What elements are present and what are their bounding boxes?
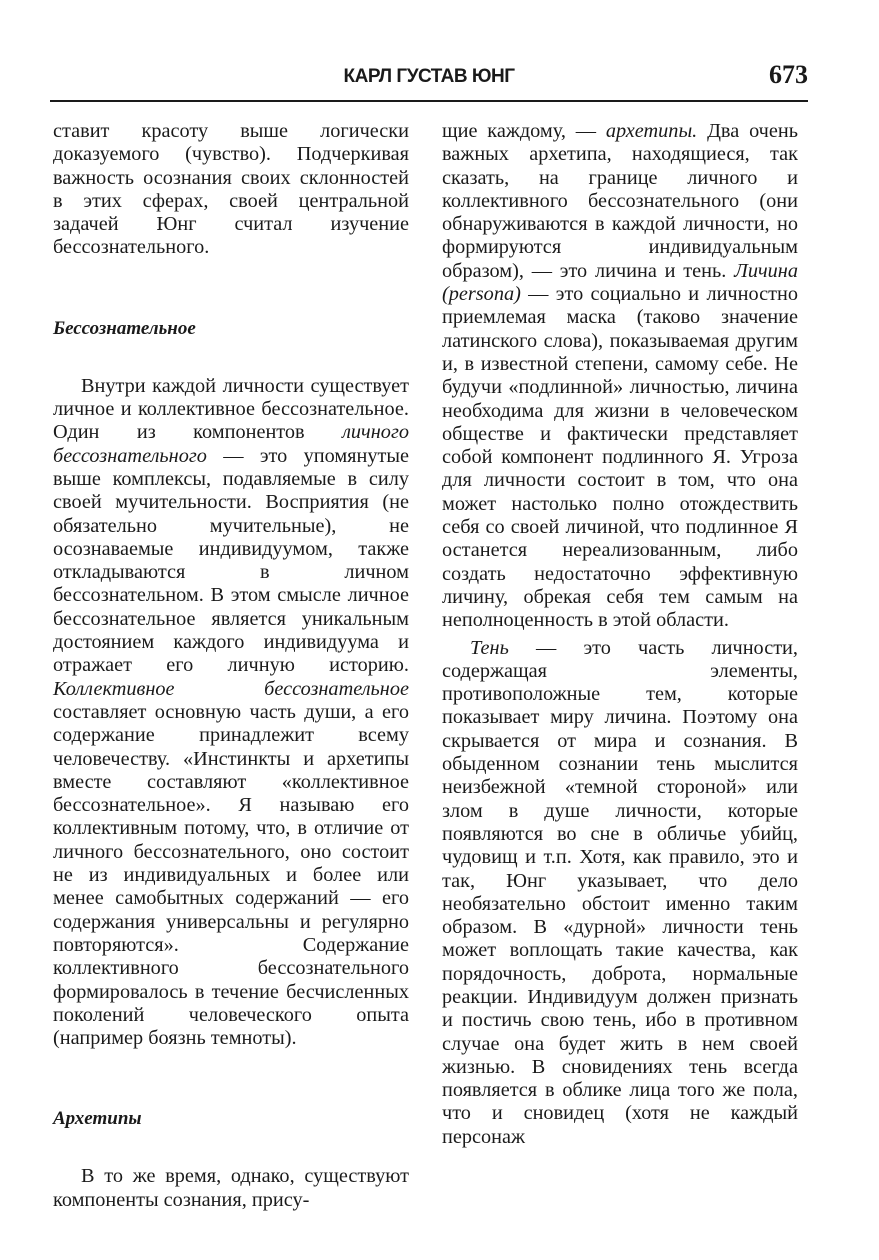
left-column: [53, 120, 409, 1212]
page-number: 673: [769, 60, 808, 89]
section-heading: Бессознательное: [53, 317, 196, 339]
running-title: КАРЛ ГУСТАВ ЮНГ: [343, 66, 515, 87]
italic-term: личного бессознательного: [53, 421, 409, 467]
running-header: [50, 60, 808, 94]
italic-term: Коллективное бессознательное: [53, 677, 409, 700]
right-column: [442, 120, 798, 1149]
header-rule: [50, 100, 808, 102]
paragraph: ставит красоту выше логически доказуемого (чувство). Подчеркивая важность осознания своих склонностей в этих сферах, своей центральной задачей Юнг считал изучение бессознательного.: [53, 120, 409, 259]
section-heading: Архетипы: [53, 1108, 142, 1130]
paragraph: Тень — это часть личности, содержащая элементы, противоположные тем, которые показывает миру личина. Поэтому она скрывается от мира и сознания. В обыденном сознании тень мыслится неизбежной «темной стороной» или злом в душе личности, которые появляются во сне в обличье убийц, чудовищ и т.п. Хотя, как правило, это и так, Юнг указывает, что дело необязательно обстоит именно таким образом. В «дурной» личности тень может воплощать такие качества, как порядочность, доброта, нормальные реакции. Индивидуум должен признать и постичь свою тень, ибо в противном случае она будет жить в нем своей жизнью. В сновидениях тень всегда появляется в облике лица того же пола, что и сновидец (хотя не каждый персонаж: [442, 636, 798, 1148]
paragraph: В то же время, однако, существуют компоненты сознания, прису-: [53, 1165, 409, 1211]
paragraph: щие каждому, — архетипы. Два очень важных архетипа, находящиеся, так сказать, на границе личного и коллективного бессознательного (они обнаруживаются в каждой личности, но формируются индивидуальным образом), — это личина и тень. Личина (persona) — это социально и личностно приемлемая маска (таково значение латинского слова), показываемая другим и, в известной степени, самому себе. Не будучи «подлинной» личностью, личина необходима для жизни в человеческом обществе и фактически представляет собой компонент подлинного Я. Угроза для личности состоит в том, что она может настолько полно отождествить себя со своей личиной, что подлинное Я останется нереализованным, либо создать недостаточно эффективную личину, обрекая себя тем самым на неполноценность в этой области.: [442, 120, 798, 632]
paragraph: Внутри каждой личности существует личное и коллективное бессознательное. Один из компонентов личного бессознательного — это упомянутые выше комплексы, подавляемые в силу своей мучительности. Восприятия (не обязательно мучительные), не осознаваемые индивидуумом, также откладываются в личном бессознательном. В этом смысле личное бессознательное является уникальным достоянием каждого индивидуума и отражает его личную историю. Коллективное бессознательное составляет основную часть души, а его содержание принадлежит всему человечеству. «Инстинкты и архетипы вместе составляют «коллективное бессознательное». Я называю его коллективным потому, что, в отличие от личного бессознательного, оно состоит не из индивидуальных и более или менее самобытных содержаний — его содержания универсальны и регулярно повторяются». Содержание коллективного бессознательного формировалось в течение бесчисленных поколений человеческого опыта (например боязнь темноты).: [53, 374, 409, 1050]
italic-term: Личина (persona): [442, 259, 798, 306]
italic-term: архетипы.: [605, 120, 698, 142]
italic-term: Тень: [470, 636, 509, 659]
